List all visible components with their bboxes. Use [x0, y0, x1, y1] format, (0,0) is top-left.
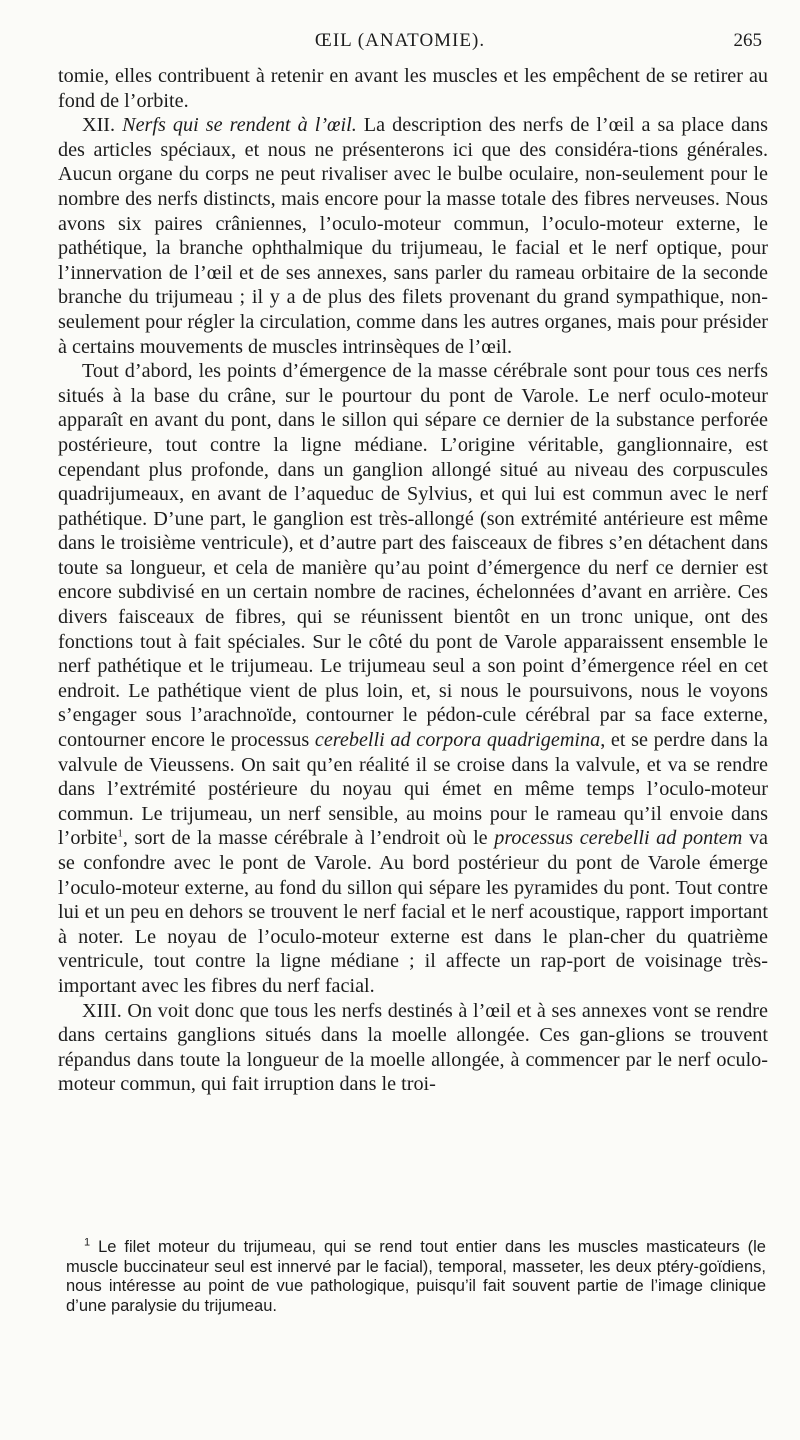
- paragraph: [58, 359, 768, 998]
- footnote-text: Le filet moteur du trijumeau, qui se rend tout entier dans les muscles masticateurs (le muscle buccinateur seul est innervé par le facial), temporal, masseter, les deux ptéry-goïdiens, nous intéresse au point de vue pathologique, puisqu’il fait souvent partie de l’image clinique d’une paralysie du trijumeau.: [66, 1238, 766, 1315]
- text-run: , sort de la masse cérébrale à l’endroit où le: [122, 827, 495, 850]
- text-run: XII.: [82, 114, 123, 137]
- paragraph: [58, 999, 768, 1097]
- footnote-reference[interactable]: 1: [117, 827, 123, 840]
- page-header: [0, 30, 800, 60]
- italic-text: Nerfs qui se rendent à l’œil.: [122, 114, 357, 137]
- text-run: va se confondre avec le pont de Varole. Au bord postérieur du pont de Varole émerge l’oculo-moteur externe, au fond du sillon qui sépare les pyramides du pont. Tout contre lui et un peu en dehors se trouvent le nerf facial et le nerf acoustique, rapport important à noter. Le noyau de l’oculo-moteur externe est dans le plan-cher du quatrième ventricule, tout contre la ligne médiane ; il affecte un rap-port de voisinage très-important avec les fibres du nerf facial.: [58, 827, 768, 997]
- paragraph: [58, 64, 768, 113]
- italic-text: processus cerebelli ad pontem: [494, 827, 743, 850]
- footnote: [66, 1238, 766, 1316]
- footnote-marker: 1: [84, 1236, 91, 1249]
- text-run: La description des nerfs de l’œil a sa place dans des articles spéciaux, et nous ne présenterons ici que des considéra-tions générales. Aucun organe du corps ne peut rivaliser avec le bulbe oculaire, non-seulement pour le nombre des nerfs distincts, mais encore pour la masse totale des fibres nerveuses. Nous avons six paires crâniennes, l’oculo-moteur commun, l’oculo-moteur externe, le pathétique, la branche ophthalmique du trijumeau, le facial et le nerf optique, pour l’innervation de l’œil et de ses annexes, sans parler du rameau orbitaire de la seconde branche du trijumeau ; il y a de plus des filets provenant du grand sympathique, non-seulement pour régler la circulation, comme dans les autres organes, mais pour présider à certains mouvements de muscles intrinsèques de l’œil.: [58, 114, 768, 358]
- italic-text: cerebelli ad corpora quadrigemina: [314, 729, 601, 752]
- running-title: ŒIL (ANATOMIE).: [314, 30, 486, 51]
- paragraph: [58, 113, 768, 359]
- text-run: tomie, elles contribuent à retenir en avant les muscles et les empêchent de se retirer au fond de l’orbite.: [58, 65, 768, 112]
- text-run: Tout d’abord, les points d’émergence de la masse cérébrale sont pour tous ces nerfs situés à la base du crâne, sur le pourtour du pont de Varole. Le nerf oculo-moteur apparaît en avant du pont, dans le sillon qui sépare ce dernier de la substance perforée postérieure, tout contre la ligne médiane. L’origine véritable, ganglionnaire, est cependant plus profonde, dans un ganglion allongé situé au niveau des corpuscules quadrijumeaux, en avant de l’aqueduc de Sylvius, et qui lui est commun avec le nerf pathétique. D’une part, le ganglion est très-allongé (son extrémité antérieure est même dans le troisième ventricule), et d’autre part des faisceaux de fibres s’en détachent dans toute sa longueur, et cela de manière qu’au point d’émergence du nerf ce dernier est encore subdivisé en un certain nombre de racines, échelonnées d’avant en arrière. Ces divers faisceaux de fibres, qui se réunissent bientôt en un tronc unique, ont des fonctions tout à fait spéciales. Sur le côté du pont de Varole apparaissent ensemble le nerf pathétique et le trijumeau. Le trijumeau seul a son point d’émergence réel en cet endroit. Le pathétique vient de plus loin, et, si nous le poursuivons, nous le voyons s’engager sous l’arachnoïde, contourner le pédon-cule cérébral par sa face externe, contourner encore le processus: [58, 360, 768, 752]
- text-run: XIII. On voit donc que tous les nerfs destinés à l’œil et à ses annexes vont se rendre dans certains ganglions situés dans la moelle allongée. Ces gan-glions se trouvent répandus dans toute la longueur de la moelle allongée, à commencer par le nerf oculo-moteur commun, qui fait irruption dans le troi-: [58, 999, 768, 1096]
- body-text: [58, 64, 768, 1097]
- page-number: 265: [733, 30, 762, 51]
- footnotes: [66, 1238, 766, 1316]
- text-run: , et se perdre dans la valvule de Vieussens. On sait qu’en réalité il se croise dans la valvule, et va se rendre dans l’extrémité postérieure du noyau qui émet en même temps l’oculo-moteur commun. Le trijumeau, un nerf sensible, au moins pour le rameau qu’il envoie dans l’orbite: [58, 729, 768, 850]
